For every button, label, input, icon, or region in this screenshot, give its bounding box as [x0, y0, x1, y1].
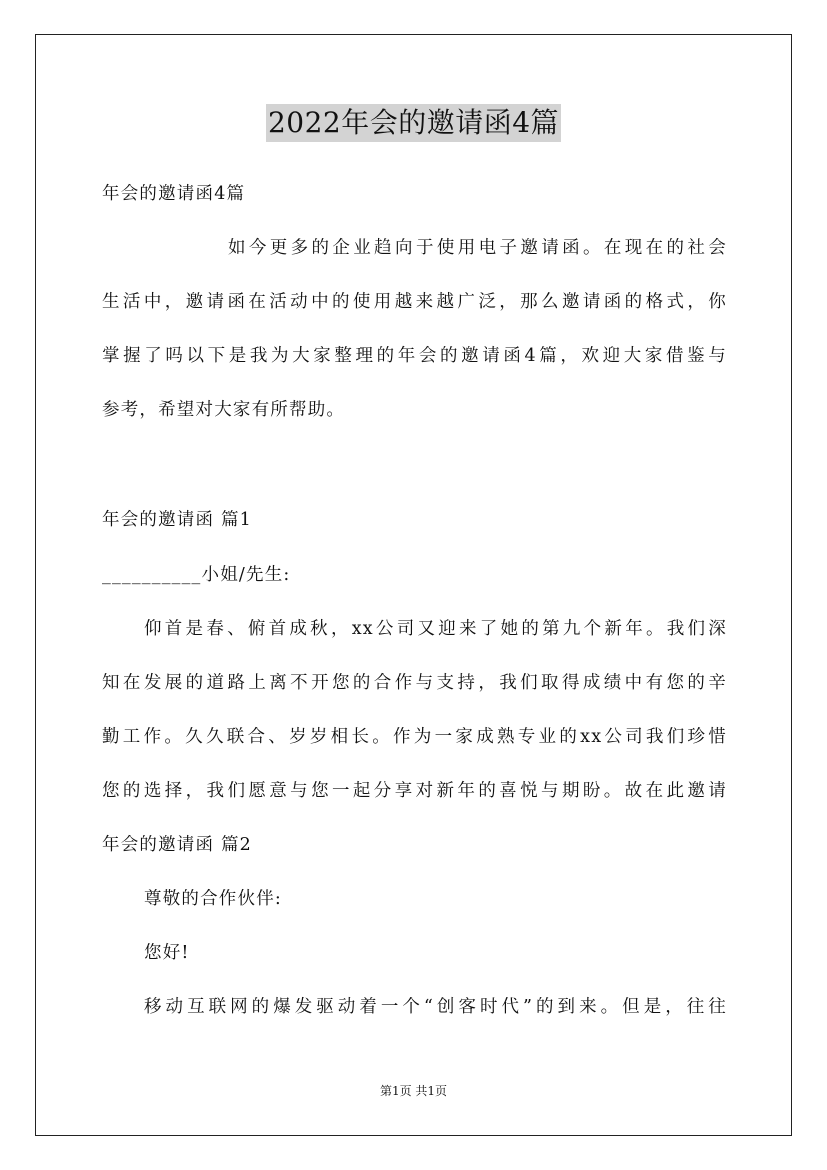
section1-heading: 年会的邀请函 篇1 — [102, 510, 252, 530]
section1-body-line-1: 仰首是春、俯首成秋，xx公司又迎来了她的第九个新年。我们深 — [144, 619, 727, 639]
section2-salutation: 尊敬的合作伙伴: — [144, 889, 282, 909]
page-footer: 第1页 共1页 — [379, 1084, 448, 1098]
section1-body-line-4: 您的选择，我们愿意与您一起分享对新年的喜悦与期盼。故在此邀请 — [102, 781, 727, 801]
document-subtitle: 年会的邀请函4篇 — [102, 184, 246, 204]
section1-salutation: __________小姐/先生: — [102, 565, 291, 585]
intro-line-3: 掌握了吗以下是我为大家整理的年会的邀请函4篇，欢迎大家借鉴与 — [102, 346, 727, 366]
section2-greeting: 您好! — [144, 943, 190, 963]
document-title: 2022年会的邀请函4篇 — [266, 104, 561, 142]
title-container — [0, 104, 827, 142]
intro-line-2: 生活中，邀请函在活动中的使用越来越广泛，那么邀请函的格式，你 — [102, 292, 727, 312]
intro-line-1: 如今更多的企业趋向于使用电子邀请函。在现在的社会 — [228, 238, 727, 258]
intro-line-4: 参考，希望对大家有所帮助。 — [102, 400, 346, 420]
section1-body-line-2: 知在发展的道路上离不开您的合作与支持，我们取得成绩中有您的辛 — [102, 673, 727, 693]
section2-heading: 年会的邀请函 篇2 — [102, 835, 252, 855]
section1-body-line-3: 勤工作。久久联合、岁岁相长。作为一家成熟专业的xx公司我们珍惜 — [102, 727, 727, 747]
section2-body-line-1: 移动互联网的爆发驱动着一个“创客时代”的到来。但是，往往 — [144, 997, 727, 1017]
